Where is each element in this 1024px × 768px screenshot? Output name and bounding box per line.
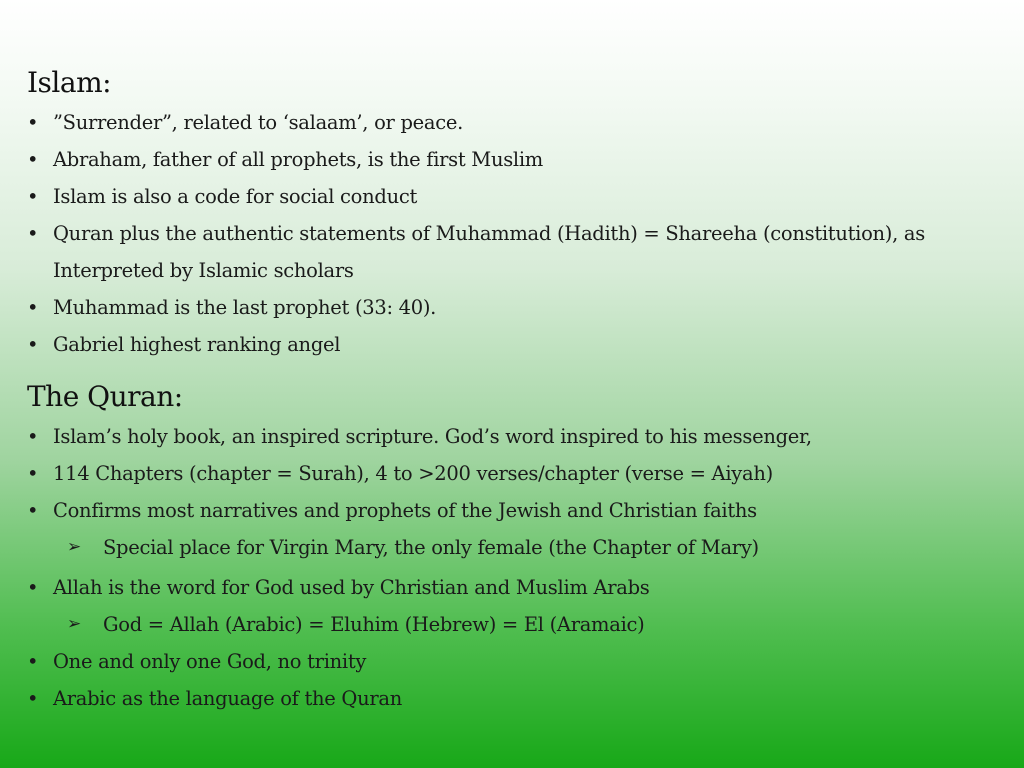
list-item xyxy=(27,418,1007,455)
sub-list-item-text: God = Allah (Arabic) = Eluhim (Hebrew) = El (Aramaic) xyxy=(103,613,645,636)
bullet-icon: • xyxy=(27,111,39,134)
list-item xyxy=(27,643,1007,680)
list-item-text: One and only one God, no trinity xyxy=(53,650,367,673)
list-item-text: Confirms most narratives and prophets of the Jewish and Christian faiths xyxy=(53,499,757,522)
list-item-text: ”Surrender”, related to ‘salaam’, or peace. xyxy=(53,111,463,134)
arrow-bullet-icon: ➢ xyxy=(67,537,81,557)
bullet-icon: • xyxy=(27,576,39,599)
list-item xyxy=(27,455,1007,492)
list-item-text: Islam is also a code for social conduct xyxy=(53,185,417,208)
list-item-text: Quran plus the authentic statements of Muhammad (Hadith) = Shareeha (constitution), as Interpreted by Islamic scholars xyxy=(53,222,925,282)
bullet-icon: • xyxy=(27,462,39,485)
list-item xyxy=(27,326,1007,363)
list-item-text: 114 Chapters (chapter = Surah), 4 to >200 verses/chapter (verse = Aiyah) xyxy=(53,462,773,485)
islam-bullet-list xyxy=(27,104,1007,363)
list-item-text: Gabriel highest ranking angel xyxy=(53,333,341,356)
sub-list-item-text: Special place for Virgin Mary, the only female (the Chapter of Mary) xyxy=(103,536,759,559)
list-item xyxy=(27,178,1007,215)
sub-list-item xyxy=(27,606,1007,643)
list-item xyxy=(27,492,1007,529)
list-item-text: Islam’s holy book, an inspired scripture. God’s word inspired to his messenger, xyxy=(53,425,812,448)
list-item-text: Allah is the word for God used by Christian and Muslim Arabs xyxy=(53,576,650,599)
list-item xyxy=(27,680,1007,717)
bullet-icon: • xyxy=(27,425,39,448)
list-item-text: Muhammad is the last prophet (33: 40). xyxy=(53,296,437,319)
bullet-icon: • xyxy=(27,499,39,522)
section-heading-islam: Islam: xyxy=(27,66,112,99)
bullet-icon: • xyxy=(27,296,39,319)
list-item xyxy=(27,569,1007,606)
list-item xyxy=(27,215,983,289)
bullet-icon: • xyxy=(27,650,39,673)
quran-bullet-list xyxy=(27,418,1007,717)
list-item-text: Abraham, father of all prophets, is the first Muslim xyxy=(53,148,543,171)
bullet-icon: • xyxy=(27,148,39,171)
list-item xyxy=(27,289,1007,326)
list-item xyxy=(27,104,1007,141)
arrow-bullet-icon: ➢ xyxy=(67,614,81,634)
bullet-icon: • xyxy=(27,222,39,245)
bullet-icon: • xyxy=(27,687,39,710)
sub-list-item xyxy=(27,529,1007,566)
list-item xyxy=(27,141,1007,178)
list-item-text: Arabic as the language of the Quran xyxy=(53,687,402,710)
bullet-icon: • xyxy=(27,333,39,356)
bullet-icon: • xyxy=(27,185,39,208)
section-heading-quran: The Quran: xyxy=(27,380,183,413)
